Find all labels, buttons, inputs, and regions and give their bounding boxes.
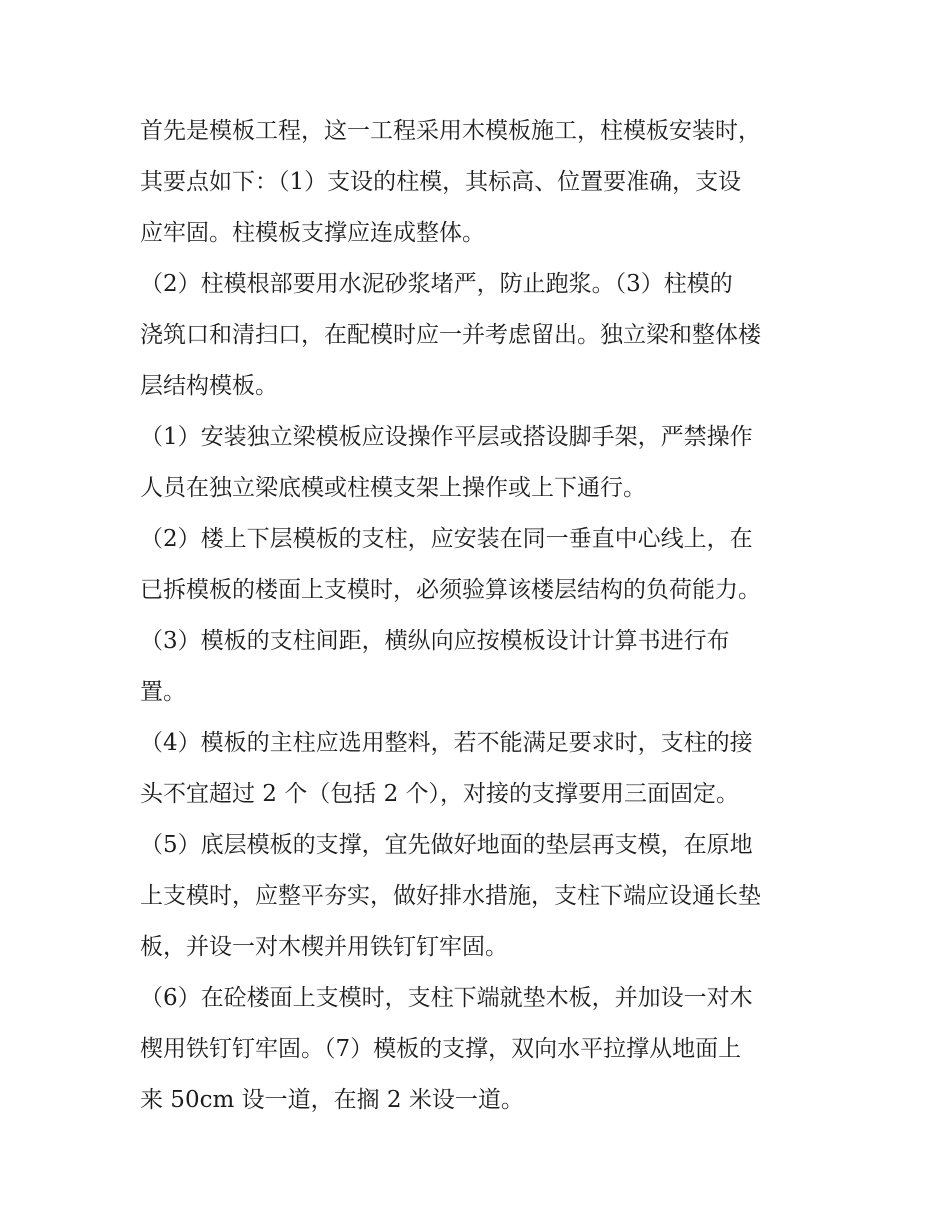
text-line: （2）柱模根部要用水泥砂浆堵严，防止跑浆。（3）柱模的	[140, 271, 733, 297]
text-line: （4）模板的主柱应选用整料，若不能满足要求时，支柱的接	[140, 730, 753, 756]
text-line: （1）安装独立梁模板应设操作平层或搭设脚手架，严禁操作	[140, 424, 753, 450]
text-line: （2）楼上下层模板的支柱，应安装在同一垂直中心线上，在	[140, 526, 753, 552]
text-line: （3）模板的支柱间距，横纵向应按模板设计计算书进行布	[140, 628, 730, 654]
paragraph-main-column	[140, 718, 830, 820]
text-line: （6）在砼楼面上支模时，支柱下端就垫木板，并加设一对木	[140, 985, 753, 1011]
paragraph-column-base	[140, 259, 830, 412]
paragraph-support-alignment	[140, 514, 830, 616]
text-line: 上支模时，应整平夯实，做好排水措施，支柱下端应设通长垫	[140, 883, 761, 909]
paragraph-support-spacing	[140, 616, 830, 718]
paragraph-beam-scaffold	[140, 412, 830, 514]
document-body	[140, 106, 830, 1126]
text-line: 板，并设一对木楔并用铁钉钉牢固。	[140, 934, 508, 960]
text-line: 应牢固。柱模板支撑应连成整体。	[140, 220, 485, 246]
text-line: （5）底层模板的支撑，宜先做好地面的垫层再支模，在原地	[140, 832, 753, 858]
paragraph-ground-support	[140, 820, 830, 973]
text-line: 来 50cm 设一道，在搁 2 米设一道。	[140, 1087, 524, 1113]
text-line: 已拆模板的楼面上支模时，必须验算该楼层结构的负荷能力。	[140, 577, 761, 603]
text-line: 置。	[140, 679, 186, 705]
text-line: 楔用铁钉钉牢固。（7）模板的支撑，双向水平拉撑从地面上	[140, 1036, 742, 1062]
paragraph-formwork-intro	[140, 106, 830, 259]
text-line: 浇筑口和清扫口，在配模时应一并考虑留出。独立梁和整体楼	[140, 322, 761, 348]
text-line: 头不宜超过 2 个（包括 2 个），对接的支撑要用三面固定。	[140, 781, 740, 807]
paragraph-floor-support	[140, 973, 830, 1126]
text-line: 层结构模板。	[140, 373, 278, 399]
text-line: 其要点如下：（1）支设的柱模，其标高、位置要准确，支设	[140, 169, 742, 195]
text-line: 人员在独立梁底模或柱模支架上操作或上下通行。	[140, 475, 646, 501]
text-line: 首先是模板工程，这一工程采用木模板施工，柱模板安装时，	[140, 118, 761, 144]
